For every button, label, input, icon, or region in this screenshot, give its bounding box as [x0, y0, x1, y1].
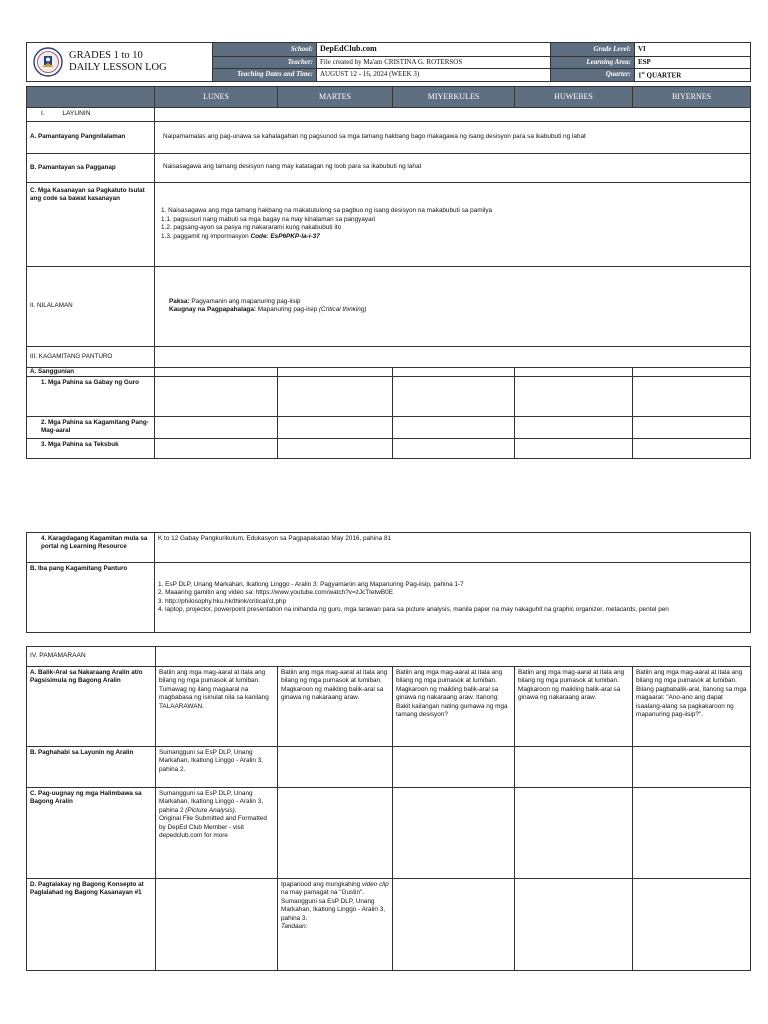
paksa-label: Paksa:: [169, 297, 190, 305]
balik-aral-martes: Batiin ang mga mag-aaral at itala ang bilang ng mga pumasok at lumiban. Magkaroon ng maikling balik-aral sa ginawa ng nakaraang araw.: [278, 667, 393, 747]
learning-resource-value: K to 12 Gabay Pangkurikulum, Edukasyon sa Pagpapakatao May 2016, pahina 81: [155, 533, 751, 563]
balik-aral-biyernes: Batiin ang mga mag-aaral at itala ang bilang ng mga pumasok at lumiban. Bilang pagbabalik-aral, itanong sa mga magaaral: "Ano-ano ang dapat isaalang-alang sa pagkakaroon ng mapanuring pag-iisip?".: [633, 667, 751, 747]
kasanayan-code: Code: EsP6PKP-Ia-i-37: [250, 232, 320, 240]
kagamitang-mag-aaral-cell-5: [633, 417, 751, 439]
kasanayan-text: [155, 182, 751, 266]
header-title-cell: [27, 43, 213, 82]
gabay-guro-cell-3: [393, 377, 515, 417]
kasanayan-line-3: 1.2. pagsang-ayon sa pasya ng nakararami kung nakabubuti ito: [161, 224, 342, 232]
paghahabi-huwebes: [515, 747, 633, 788]
teksbuk-label: 3. Mga Pahina sa Teksbuk: [27, 438, 155, 458]
section-1-num: I.: [41, 110, 45, 117]
section-1-blank: [155, 108, 751, 122]
pag-uugnay-biyernes: [633, 788, 751, 879]
kagamitang-mag-aaral-label: 2. Mga Pahina sa Kagamitang Pang-Mag-aaral: [27, 417, 155, 439]
gabay-guro-cell-2: [278, 377, 393, 417]
day-header-lunes: LUNES: [155, 87, 278, 108]
balik-aral-label: A. Balik-Aral sa Nakaraang Aralin at/o Pagsisimula ng Bagong Aralin: [27, 667, 156, 747]
pamantayan-pagganap-text: Naisasagawa ang tamang desisyon nang may katatagan ng loob para sa ikabubuti ng lahat: [155, 153, 751, 182]
deped-seal-icon: [33, 47, 63, 77]
area-value: ESP: [635, 56, 751, 68]
paghahabi-martes: [278, 747, 393, 788]
day-header-miyerkules: MIYERKULES: [393, 87, 515, 108]
day-header-biyernes: BIYERNES: [633, 87, 751, 108]
nilalaman-label: II. NILALAMAN: [27, 266, 155, 346]
day-header-huwebes: HUWEBES: [515, 87, 633, 108]
pamantayang-pangnilalaman-text: Naipamamalas ang pag-unawa sa kahalagahan ng pagsunod sa mga tamang hakbang bago makagawa ng isang desisyon para sa ikabubuti ng lahat: [155, 121, 751, 153]
teacher-label: Teacher:: [213, 56, 317, 68]
pag-uugnay-lunes-italic: (Picture Analysis).: [185, 806, 237, 814]
learning-resource-label: [27, 533, 155, 563]
teksbuk-cell-3: [393, 438, 515, 458]
teacher-value: File created by Ma'am CRISTINA G. ROTERSOS: [317, 56, 551, 68]
teksbuk-cell-2: [278, 438, 393, 458]
sanggunian-cell-5: [633, 367, 751, 376]
school-value: DepEdClub.com: [317, 43, 551, 57]
pamantayang-pangnilalaman-label: A. Pamantayang Pangnilalaman: [27, 121, 155, 153]
balik-aral-huwebes: Batiin ang mga mag-aaral at itala ang bilang ng mga pumasok at lumiban. Magkaroon ng maikling balik-aral sa ginawa ng nakaraang araw.: [515, 667, 633, 747]
quarter-sup: st: [641, 69, 645, 75]
kasanayan-line-1: 1. Naisasagawa ang mga tamang hakbang na makatutulong sa pagbuo ng isang desisyon na makabubuti sa pamilya: [161, 207, 493, 215]
paghahabi-lunes: Sumangguni sa EsP DLP, Unang Markahan, Ikatlong Linggo - Aralin 3, pahina 2.: [156, 747, 278, 788]
area-label: Learning Area:: [551, 56, 635, 68]
lesson-table-1: [26, 86, 751, 459]
pagtalakay-label: D. Pagtalakay ng Bagong Konsepto at Paglalahad ng Bagong Kasanayan #1: [27, 879, 156, 971]
pagtalakay-martes: [278, 879, 393, 971]
sanggunian-label: A. Sanggunian: [27, 367, 155, 376]
kagamitang-mag-aaral-cell-1: [155, 417, 278, 439]
dates-value: AUGUST 12 - 16, 2024 (WEEK 3): [317, 68, 551, 82]
pamamaraan-blank: [156, 647, 751, 667]
kasanayan-line-4-text: 1.3. paggamit ng impormasyon: [161, 232, 251, 240]
pag-uugnay-lunes-note: Original File Submitted and Formatted by DepEd Club Member - visit depedclub.com for more: [159, 815, 267, 840]
iba-line-2: 2. Maaaring gamitin ang video sa: https://www.youtube.com/watch?v=zJcTtetwB0E: [158, 589, 393, 597]
balik-aral-miyerkules: Batiin ang mga mag-aaral at itala ang bilang ng mga pumasok at lumiban. Magkaroon ng maikling balik-aral sa ginawa ng nakaraang araw. Itanong: Bakit kailangan nating gumawa ng mga tamang desisyon?: [393, 667, 515, 747]
sanggunian-cell-2: [278, 367, 393, 376]
kagamitang-mag-aaral-cell-2: [278, 417, 393, 439]
pagtalakay-martes-text: Ipapanood ang mungkahing: [281, 881, 363, 888]
header-table: [26, 42, 751, 82]
teksbuk-cell-4: [515, 438, 633, 458]
teksbuk-cell-1: [155, 438, 278, 458]
quarter-label: Quarter:: [551, 68, 635, 82]
gabay-guro-cell-5: [633, 377, 751, 417]
pamantayan-pagganap-label: B. Pamantayan sa Pagganap: [27, 153, 155, 182]
sanggunian-cell-3: [393, 367, 515, 376]
kagamitang-mag-aaral-cell-3: [393, 417, 515, 439]
pagtalakay-miyerkules: [393, 879, 515, 971]
kagamitang-panturo-label: III. KAGAMITANG PANTURO: [27, 346, 155, 367]
pag-uugnay-miyerkules: [393, 788, 515, 879]
paksa-text: Pagyamanin ang mapanuring pag-iisip: [189, 297, 301, 305]
grade-value: VI: [635, 43, 751, 57]
pag-uugnay-lunes: [156, 788, 278, 879]
nilalaman-text: [155, 266, 751, 346]
pagtalakay-martes-mid: na may pamagat na "Gustin". Sumangguni sa EsP DLP, Unang Markahan, Ikatlong Linggo - Aralin 3, pahina 3.: [281, 889, 386, 922]
lesson-table-2: [26, 532, 751, 633]
pagtalakay-huwebes: [515, 879, 633, 971]
sanggunian-cell-1: [155, 367, 278, 376]
title-line-2: DAILY LESSON LOG: [69, 62, 167, 74]
kasanayan-line-4: [161, 233, 747, 241]
learning-resource-text: 4. Karagdagang Kagamitan mula sa portal ng Learning Resource: [41, 535, 148, 551]
title-line-1: GRADES 1 to 10: [69, 49, 143, 61]
kaugnay-label: Kaugnay na Pagpapahalaga:: [169, 306, 257, 314]
pag-uugnay-label: C. Pag-uugnay ng mga Halimbawa sa Bagong Aralin: [27, 788, 156, 879]
lesson-table-3: [26, 646, 751, 971]
iba-line-4: 4. laptop, projector, powerpoint presentation na inihanda ng guro, mga larawan para sa picture analysis, manila paper na may nakaguhit na graphic organizer, metacards, pentel pen: [158, 606, 669, 614]
school-label: School:: [213, 43, 317, 57]
kagamitang-mag-aaral-cell-4: [515, 417, 633, 439]
gabay-guro-cell-4: [515, 377, 633, 417]
balik-aral-lunes: Batiin ang mga mag-aaral at itala ang bilang ng mga pumasok at lumiban. Tumawag ng ilang magaaral na magbabasa ng isinulat nila sa kanilang TALAARAWAN.: [156, 667, 278, 747]
sanggunian-cell-4: [515, 367, 633, 376]
pamamaraan-label: IV. PAMAMARAAN: [27, 647, 156, 667]
kasanayan-label: C. Mga Kasanayan sa Pagkatuto Isulat ang code sa bawat kasanayan: [27, 182, 155, 266]
iba-pang-kagamitan-label: B. Iba pang Kagamitang Panturo: [27, 563, 155, 633]
quarter-value: [635, 68, 751, 82]
paghahabi-biyernes: [633, 747, 751, 788]
paghahabi-label: B. Paghahabi sa Layunin ng Aralin: [27, 747, 156, 788]
iba-pang-kagamitan-text: [155, 563, 751, 633]
section-1-label: LAYUNIN: [62, 110, 91, 117]
paghahabi-miyerkules: [393, 747, 515, 788]
pagtalakay-martes-tandaan: Tandaan:: [281, 923, 308, 931]
kasanayan-line-2: 1.1. pagsusuri nang mabuti sa mga bagay na may kinalaman sa pangyayari: [161, 215, 376, 223]
quarter-word: QUARTER: [646, 71, 682, 80]
kaugnay-text: Mapanuring pag-iisip: [256, 306, 319, 314]
iba-line-1: 1. EsP DLP, Unang Markahan, Ikatlong Linggo - Aralin 3: Pagyamanin ang Mapanuring Pag-iisip, pahina 1-7: [158, 581, 464, 588]
dates-label: Teaching Dates and Time:: [213, 68, 317, 82]
pagtalakay-martes-italic: video clip: [362, 881, 389, 888]
pagtalakay-lunes: [156, 879, 278, 971]
grade-label: Grade Level:: [551, 43, 635, 57]
pagtalakay-biyernes: [633, 879, 751, 971]
gabay-guro-cell-1: [155, 377, 278, 417]
kagamitang-panturo-blank: [155, 346, 751, 367]
teksbuk-cell-5: [633, 438, 751, 458]
pag-uugnay-huwebes: [515, 788, 633, 879]
day-header-blank: [27, 87, 155, 108]
section-1-title: [27, 108, 155, 122]
quarter-num: 1: [638, 71, 642, 80]
day-header-martes: MARTES: [278, 87, 393, 108]
gabay-guro-label: 1. Mga Pahina sa Gabay ng Guro: [27, 377, 155, 417]
pag-uugnay-martes: [278, 788, 393, 879]
iba-line-3: 3. http://philosophy.hku.hk/think/critical/ct.php: [158, 597, 287, 605]
kaugnay-italic: (Critical thinking): [318, 306, 367, 314]
pag-uugnay-lunes-text: Sumangguni sa EsP DLP, Unang Markahan, Ikatlong Linggo - Aralin 3, pahina 2: [159, 790, 264, 814]
